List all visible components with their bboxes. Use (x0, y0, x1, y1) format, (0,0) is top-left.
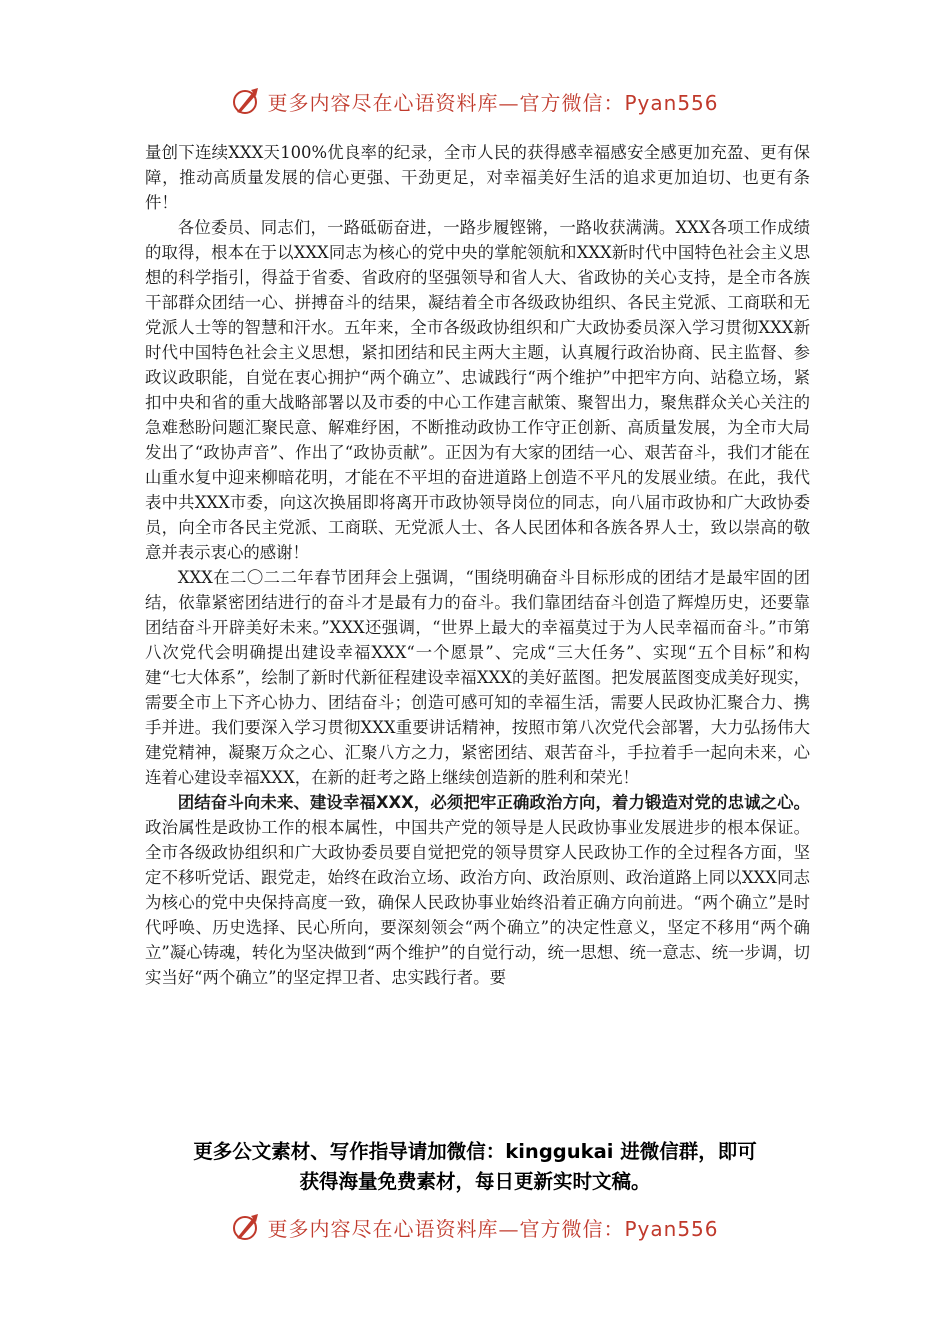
promo-line-2: 获得海量免费素材，每日更新实时文稿。 (299, 1170, 651, 1193)
footer-watermark (0, 1212, 950, 1242)
paragraph-4-body: 政治属性是政协工作的根本属性，中国共产党的领导是人民政协事业发展进步的根本保证。全市各级政协组织和广大政协委员要自觉把党的领导贯穿人民政协工作的全过程各方面，坚定不移听党话、跟党走，始终在政治立场、政治方向、政治原则、政治道路上同以XXX同志为核心的党中央保持高度一致，确保人民政协事业始终沿着正确方向前进。“两个确立”是时代呼唤、历史选择、民心所向，要深刻领会“两个确立”的决定性意义，坚定不移用“两个确立”凝心铸魂，转化为坚决做到“两个维护”的自觉行动，统一思想、统一意志、统一步调，切实当好“两个确立”的坚定捍卫者、忠实践行者。要 (145, 818, 810, 987)
quill-pen-logo-icon (231, 86, 261, 116)
watermark-wechat-id: Pyan556 (624, 90, 719, 115)
header-watermark (0, 86, 950, 116)
quill-pen-logo-icon (231, 1212, 261, 1242)
watermark-text: 更多内容尽在心语资料库—官方微信：Pyan556 (267, 1216, 719, 1241)
paragraph-4 (145, 790, 810, 990)
promo-notice (0, 1137, 950, 1197)
promo-line-1: 更多公文素材、写作指导请加微信：kinggukai 进微信群，即可 (193, 1140, 757, 1163)
paragraph-3: XXX在二〇二二年春节团拜会上强调，“围绕明确奋斗目标形成的团结才是最牢固的团结，依靠紧密团结进行的奋斗才是最有力的奋斗。我们靠团结奋斗创造了辉煌历史，还要靠团结奋斗开辟美好未来。”XXX还强调，“世界上最大的幸福莫过于为人民幸福而奋斗。”市第八次党代会明确提出建设幸福XXX“一个愿景”、完成“三大任务”、实现“五个目标”和构建“七大体系”，绘制了新时代新征程建设幸福XXX的美好蓝图。把发展蓝图变成美好现实，需要全市上下齐心协力、团结奋斗；创造可感可知的幸福生活，需要人民政协汇聚合力、携手并进。我们要深入学习贯彻XXX重要讲话精神，按照市第八次党代会部署，大力弘扬伟大建党精神，凝聚万众之心、汇聚八方之力，紧密团结、艰苦奋斗，手拉着手一起向未来，心连着心建设幸福XXX，在新的赶考之路上继续创造新的胜利和荣光！ (145, 568, 810, 787)
watermark-text: 更多内容尽在心语资料库—官方微信：Pyan556 (267, 90, 719, 115)
watermark-wechat-id: Pyan556 (624, 1216, 719, 1241)
paragraph-2: 各位委员、同志们，一路砥砺奋进，一路步履铿锵，一路收获满满。XXX各项工作成绩的取得，根本在于以XXX同志为核心的党中央的掌舵领航和XXX新时代中国特色社会主义思想的科学指引，得益于省委、省政府的坚强领导和省人大、省政协的关心支持，是全市各族干部群众团结一心、拼搏奋斗的结果，凝结着全市各级政协组织、各民主党派、工商联和无党派人士等的智慧和汗水。五年来，全市各级政协组织和广大政协委员深入学习贯彻XXX新时代中国特色社会主义思想，紧扣团结和民主两大主题，认真履行政治协商、民主监督、参政议政职能，自觉在衷心拥护“两个确立”、忠诚践行“两个维护”中把牢方向、站稳立场，紧扣中央和省的重大战略部署以及市委的中心工作建言献策、聚智出力，聚焦群众关心关注的急难愁盼问题汇聚民意、解难纾困，不断推动政协工作守正创新、高质量发展，为全市大局发出了“政协声音”、作出了“政协贡献”。正因为有大家的团结一心、艰苦奋斗，我们才能在山重水复中迎来柳暗花明，才能在不平坦的奋进道路上创造不平凡的发展业绩。在此，我代表中共XXX市委，向这次换届即将离开市政协领导岗位的同志，向八届市政协和广大政协委员，向全市各民主党派、工商联、无党派人士、各人民团体和各族各界人士，致以崇高的敬意并表示衷心的感谢！ (145, 218, 810, 562)
document-body (145, 140, 810, 990)
paragraph-1: 量创下连续XXX天100%优良率的纪录，全市人民的获得感幸福感安全感更加充盈、更有保障，推动高质量发展的信心更强、干劲更足，对幸福美好生活的追求更加迫切、也更有条件！ (145, 143, 810, 212)
paragraph-4-heading: 团结奋斗向未来、建设幸福XXX，必须把牢正确政治方向，着力锻造对党的忠诚之心。 (177, 793, 810, 812)
